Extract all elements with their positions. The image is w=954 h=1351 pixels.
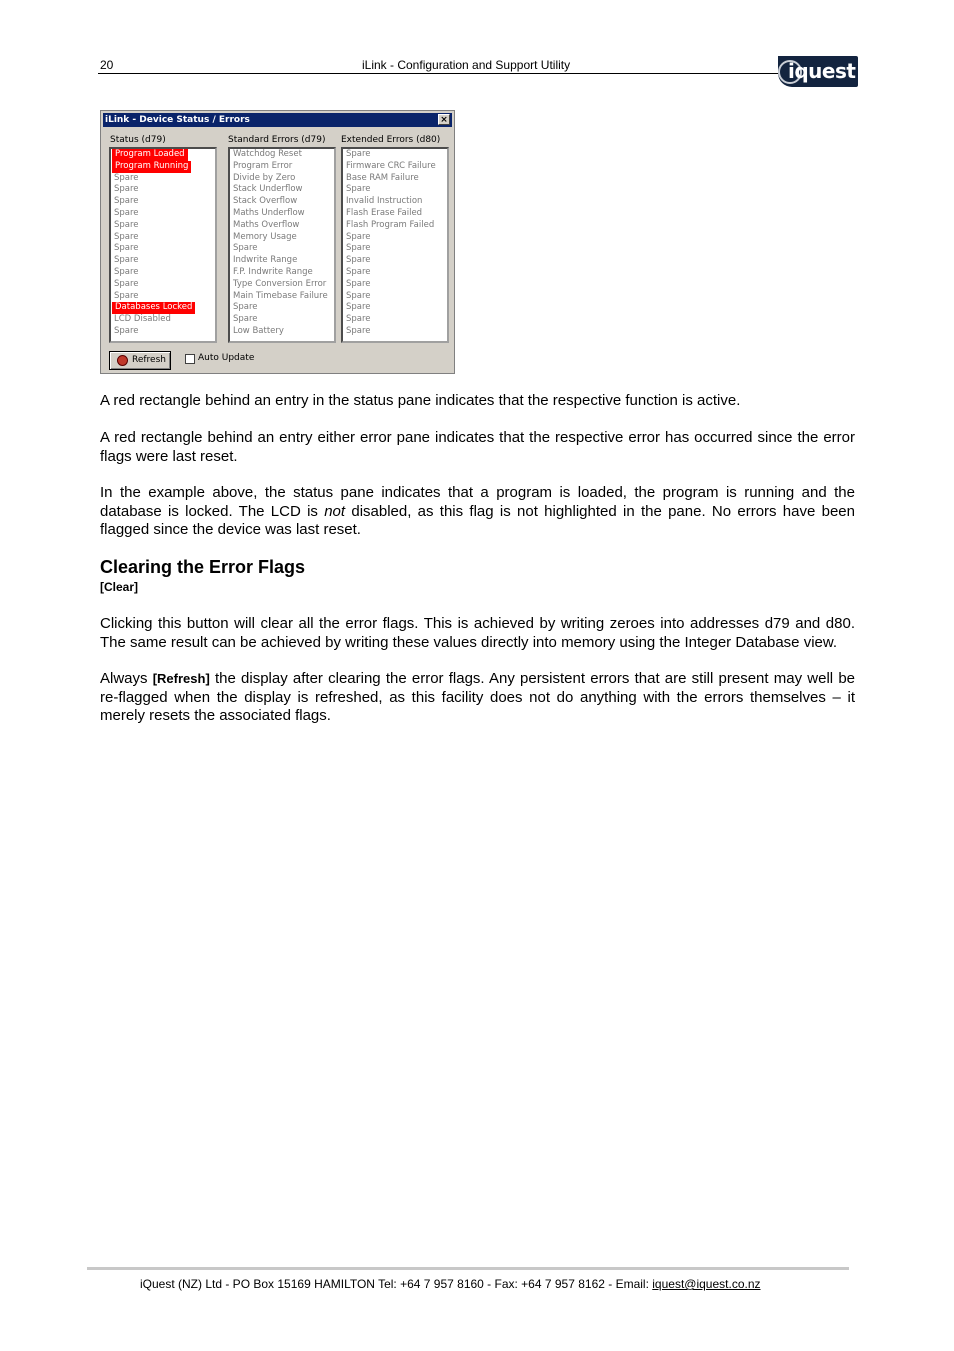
list-item: Low Battery <box>233 325 284 336</box>
list-item: LCD Disabled <box>114 314 171 325</box>
list-item: Watchdog Reset <box>233 149 302 159</box>
list-item: Memory Usage <box>233 231 297 242</box>
paragraph-clear: Clicking this button will clear all the error flags. This is achieved by writing zeroes into addresses d79 and d80. The same result can be achieved by writing these values directly into memory using the Integer Database view. <box>100 615 855 651</box>
list-item: Base RAM Failure <box>346 172 419 183</box>
list-item: Spare <box>346 266 371 277</box>
footer-email-link[interactable]: iquest@iquest.co.nz <box>652 1277 761 1291</box>
example-text-b: disabled, as this flag is not highlighted in the pane. No errors have been flagged since the device was last reset. <box>100 502 855 538</box>
list-item: Spare <box>114 290 139 301</box>
section-heading: Clearing the Error Flags <box>100 557 306 577</box>
list-item: Spare <box>233 243 258 254</box>
header-title: iLink - Configuration and Support Utility <box>362 58 571 72</box>
list-item: Spare <box>114 325 139 336</box>
list-item: Stack Overflow <box>233 196 298 207</box>
list-item: Program Error <box>233 160 293 171</box>
footer <box>140 1277 761 1291</box>
list-item: Main Timebase Failure <box>233 290 328 301</box>
dialog-title: iLink - Device Status / Errors <box>105 115 250 125</box>
auto-update-label[interactable]: Auto Update <box>198 353 255 363</box>
list-item: Program Running <box>112 161 191 173</box>
list-item: Maths Underflow <box>233 207 305 218</box>
list-item: Spare <box>346 325 371 336</box>
refresh-icon <box>117 355 128 366</box>
extended-errors-pane[interactable] <box>341 147 449 343</box>
list-item: Program Loaded <box>112 149 188 161</box>
paragraph-example <box>100 484 855 540</box>
list-item: Spare <box>114 266 139 277</box>
list-item: Spare <box>114 231 139 242</box>
refresh-keyword: [Refresh] <box>152 671 210 686</box>
list-item: Maths Overflow <box>233 219 300 230</box>
page-number: 20 <box>100 58 114 72</box>
status-pane-label: Status (d79) <box>110 135 166 145</box>
list-item: Type Conversion Error <box>233 278 327 289</box>
list-item: Spare <box>346 314 371 325</box>
list-item: Spare <box>114 184 139 195</box>
list-item: Databases Locked <box>112 302 195 314</box>
paragraph-error-pane: A red rectangle behind an entry either error pane indicates that the respective error has occurred since the error flags were last reset. <box>100 429 855 465</box>
footer-text: iQuest (NZ) Ltd - PO Box 15169 HAMILTON Tel: +64 7 957 8160 - Fax: +64 7 957 8162 - Email: <box>140 1277 653 1291</box>
list-item: Firmware CRC Failure <box>346 160 436 171</box>
dialog-titlebar <box>103 113 452 127</box>
list-item: Spare <box>114 255 139 266</box>
list-item: Spare <box>346 278 371 289</box>
list-item: Spare <box>346 290 371 301</box>
list-item: Spare <box>114 207 139 218</box>
close-button[interactable]: × <box>438 114 450 125</box>
list-item: Spare <box>233 302 258 313</box>
list-item: Spare <box>346 149 371 159</box>
standard-errors-pane[interactable] <box>228 147 336 343</box>
list-item: Flash Erase Failed <box>346 207 423 218</box>
example-text-a: In the example above, the status pane indicates that a program is loaded, the program is running and the database is locked. The LCD is <box>100 484 855 520</box>
list-item: F.P. Indwrite Range <box>233 266 313 277</box>
standard-errors-pane-label: Standard Errors (d79) <box>228 135 326 145</box>
list-item: Spare <box>346 255 371 266</box>
list-item: Spare <box>114 219 139 230</box>
auto-update-checkbox[interactable] <box>185 354 195 364</box>
list-item: Spare <box>114 243 139 254</box>
list-item: Spare <box>346 184 371 195</box>
header-divider <box>98 73 788 74</box>
footer-divider <box>87 1267 849 1270</box>
list-item: Flash Program Failed <box>346 219 435 230</box>
paragraph-status-pane: A red rectangle behind an entry in the status pane indicates that the respective function is active. <box>100 392 741 409</box>
refresh-button[interactable] <box>109 351 171 370</box>
list-item: Spare <box>346 302 371 313</box>
device-status-dialog <box>100 110 455 374</box>
list-item: Spare <box>346 243 371 254</box>
example-emphasis: not <box>324 502 346 520</box>
list-item: Indwrite Range <box>233 255 298 266</box>
refresh-text-b: the display after clearing the error flags. Any persistent errors that are still present may well be re-flagged when the display is refreshed, as this facility does not do anything with the errors themselves – it merely resets the associated flags. <box>100 670 855 724</box>
paragraph-refresh <box>100 670 855 726</box>
list-item: Spare <box>114 278 139 289</box>
logo-text: iquest <box>788 59 856 83</box>
iquest-logo <box>778 56 858 87</box>
list-item: Invalid Instruction <box>346 196 423 207</box>
refresh-text-a: Always <box>100 670 153 687</box>
list-item: Spare <box>346 231 371 242</box>
extended-errors-pane-label: Extended Errors (d80) <box>341 135 441 145</box>
list-item: Spare <box>114 196 139 207</box>
list-item: Stack Underflow <box>233 184 303 195</box>
list-item: Spare <box>233 314 258 325</box>
list-item: Spare <box>114 172 139 183</box>
section-subheading: [Clear] <box>100 580 139 594</box>
status-pane[interactable] <box>109 147 217 343</box>
refresh-button-label: Refresh <box>132 355 166 365</box>
list-item: Divide by Zero <box>233 172 296 183</box>
